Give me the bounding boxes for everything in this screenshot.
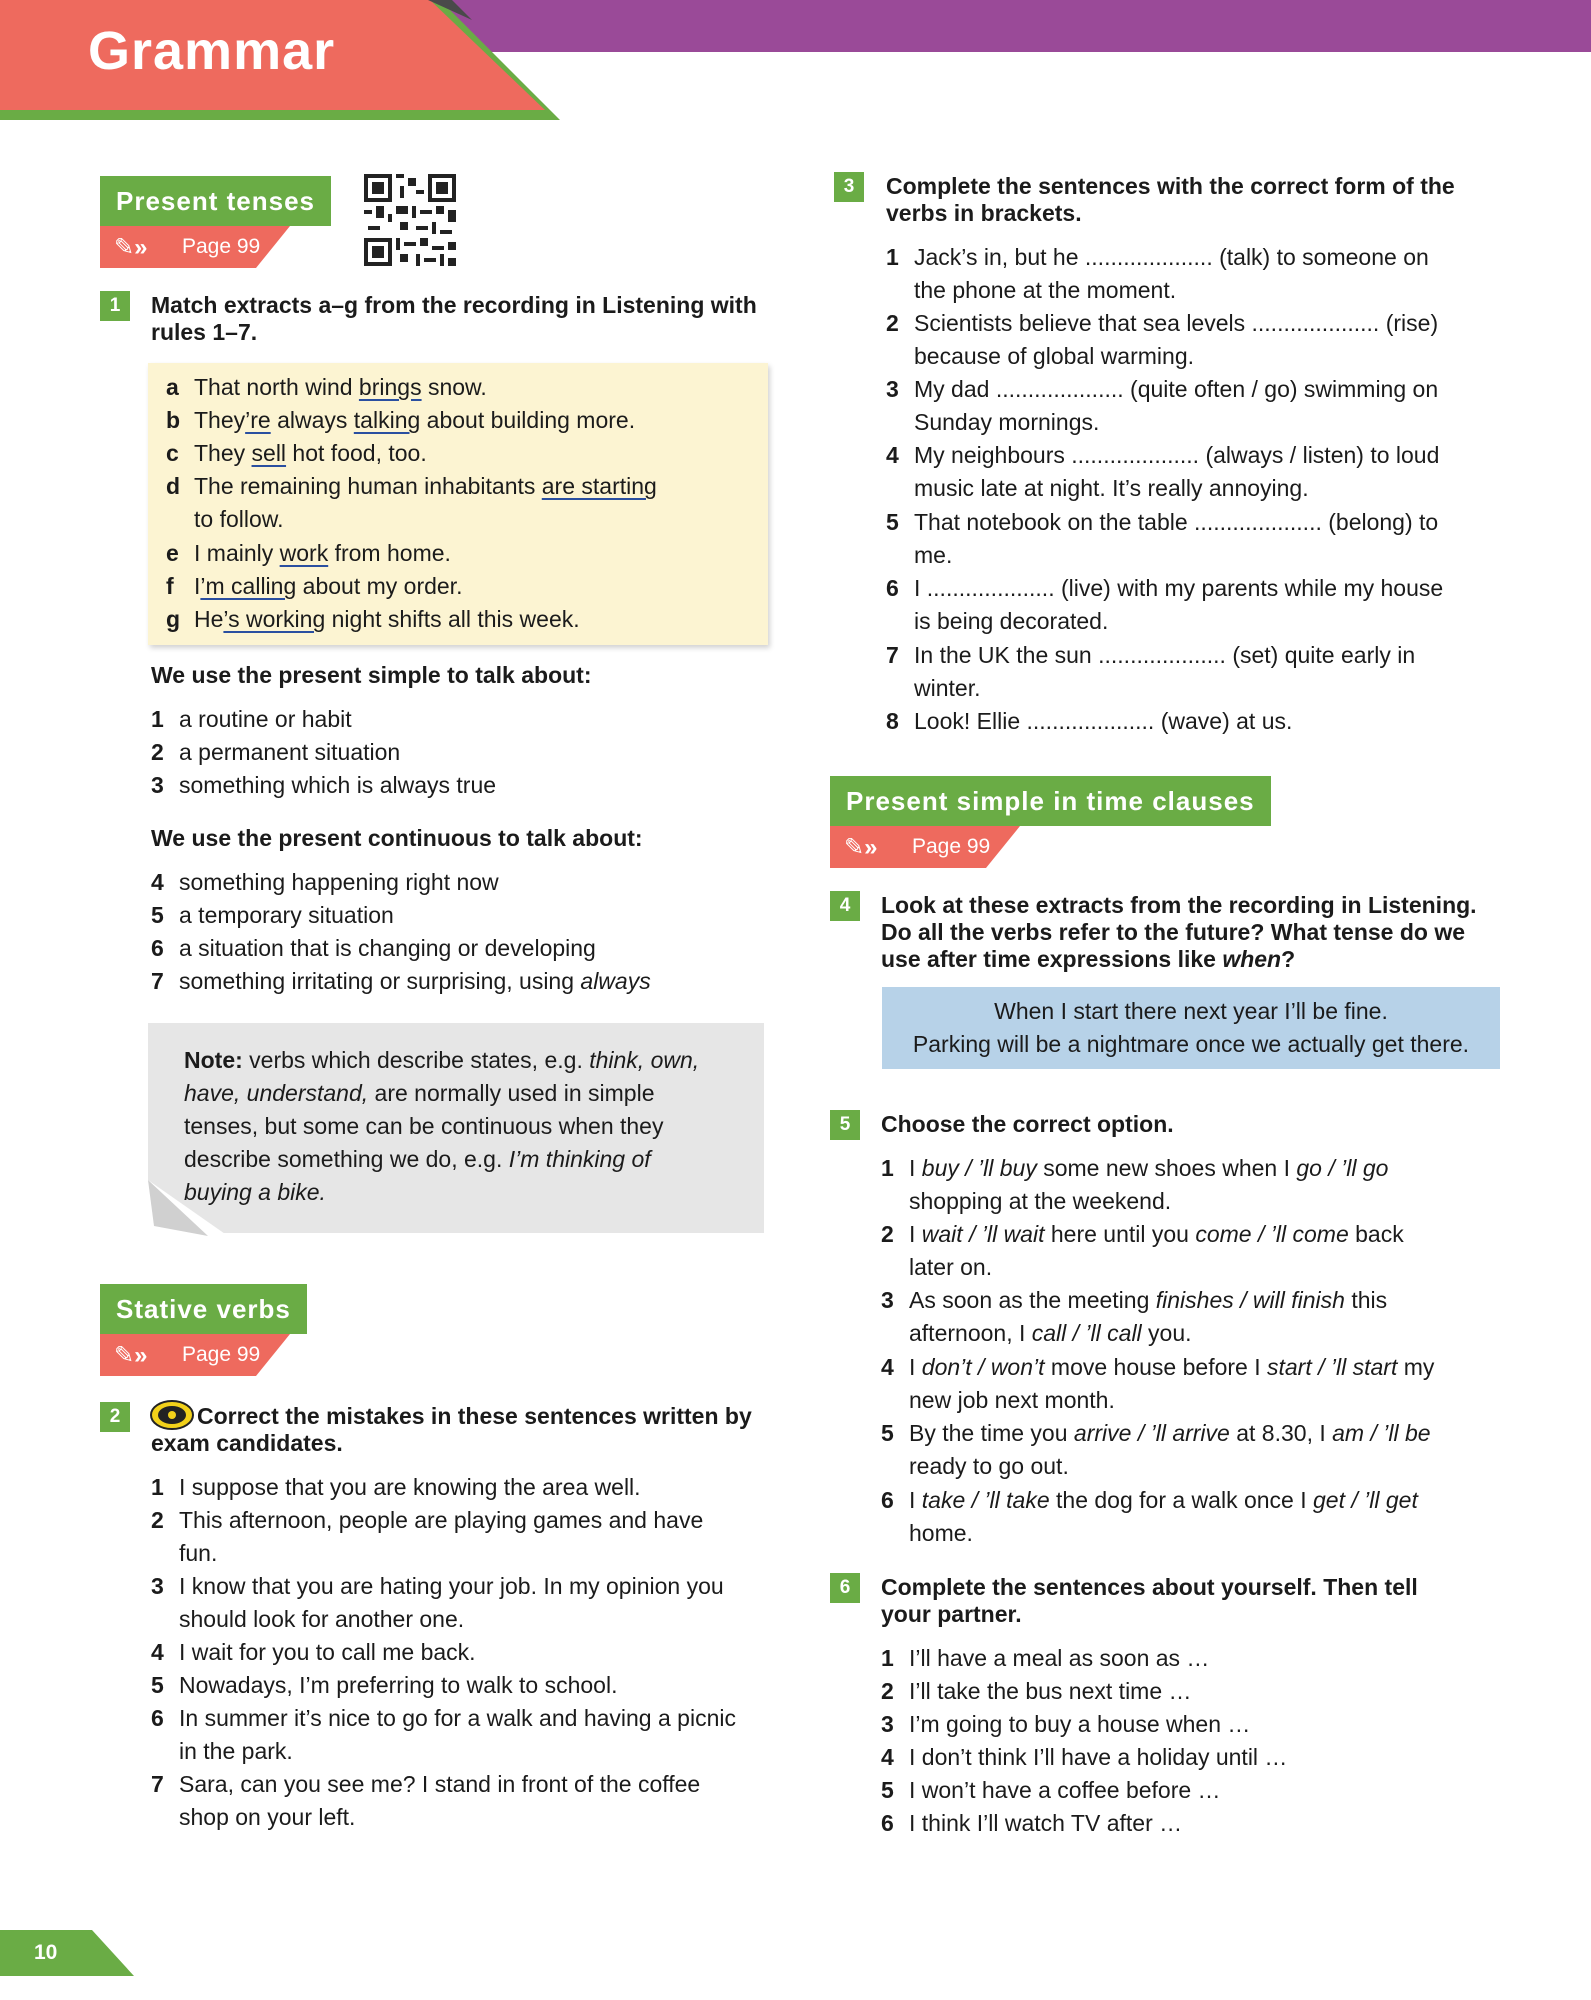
rule-item: 6 a situation that is changing or developing	[151, 935, 596, 961]
workbook-icon: ✎»	[114, 1342, 148, 1369]
extract-item: a That north wind brings snow.	[166, 374, 487, 400]
list-item-continued: should look for another one.	[179, 1606, 465, 1632]
page-number: 10	[34, 1941, 58, 1964]
exercise-5-instruction: Choose the correct option.	[881, 1111, 1174, 1137]
exercise-number-2: 2	[100, 1402, 130, 1432]
exercise-6-instruction: Complete the sentences about yourself. Then tell your partner.	[881, 1574, 1418, 1627]
rule-item: 4 something happening right now	[151, 869, 499, 895]
note-line: tenses, but some can be continuous when they	[184, 1113, 664, 1139]
extract-item: g He’s working night shifts all this week.	[166, 606, 580, 632]
rule-item: 5 a temporary situation	[151, 902, 394, 928]
exercise-number-5: 5	[830, 1110, 860, 1140]
exercise-4-instruction: Look at these extracts from the recording in Listening. Do all the verbs refer to the future? What tense do we use after time expressions like when?	[881, 892, 1477, 972]
list-item: 7 Sara, can you see me? I stand in front of the coffee	[151, 1771, 701, 1797]
list-item: 1 I’ll have a meal as soon as …	[881, 1645, 1210, 1671]
note-line: Note: verbs which describe states, e.g. think, own,	[184, 1047, 700, 1073]
present-continuous-heading: We use the present continuous to talk about:	[151, 825, 643, 851]
choice-item-continued: home.	[909, 1520, 973, 1546]
rule-item: 3 something which is always true	[151, 772, 497, 798]
list-item: 5 Nowadays, I’m preferring to walk to school.	[151, 1672, 618, 1698]
section-head-stative-verbs: Stative verbs	[100, 1284, 307, 1334]
extract-item: f I’m calling about my order.	[166, 573, 463, 599]
extract-item: c They sell hot food, too.	[166, 440, 427, 466]
qr-code-icon[interactable]	[364, 174, 456, 266]
extract-item: b They’re always talking about building more.	[166, 407, 636, 433]
gapfill-item-continued: the phone at the moment.	[914, 277, 1177, 303]
choice-item-continued: later on.	[909, 1254, 993, 1280]
choice-item: 5 By the time you arrive / ’ll arrive at 8.30, I am / ’ll be	[881, 1420, 1431, 1446]
choice-item: 3 As soon as the meeting finishes / will finish this	[881, 1287, 1388, 1313]
gapfill-item-continued: winter.	[914, 675, 981, 701]
gapfill-item: 4 My neighbours .................... (always / listen) to loud	[886, 442, 1440, 468]
choice-item: 1 I buy / ’ll buy some new shoes when I go / ’ll go	[881, 1155, 1389, 1181]
gapfill-item-continued: is being decorated.	[914, 608, 1109, 634]
choice-item-continued: afternoon, I call / ’ll call you.	[909, 1320, 1192, 1346]
list-item-continued: fun.	[179, 1540, 218, 1566]
section-head-present-tenses: Present tenses	[100, 176, 331, 226]
workbook-icon: ✎»	[844, 834, 878, 861]
gapfill-item: 2 Scientists believe that sea levels .................... (rise)	[886, 310, 1439, 336]
rule-item: 1 a routine or habit	[151, 706, 352, 732]
gapfill-item-continued: because of global warming.	[914, 343, 1194, 369]
exercise-1-instruction: Match extracts a–g from the recording in Listening with rules 1–7.	[151, 292, 757, 345]
rule-item: 7 something irritating or surprising, using always	[151, 968, 651, 994]
gapfill-item-continued: music late at night. It’s really annoying.	[914, 475, 1309, 501]
workbook-icon: ✎»	[114, 234, 148, 261]
gapfill-item-continued: me.	[914, 542, 953, 568]
example-line-2: Parking will be a nightmare once we actually get there.	[912, 1031, 1470, 1057]
gapfill-item: 6 I .................... (live) with my parents while my house	[886, 575, 1444, 601]
choice-item: 4 I don’t / won’t move house before I start / ’ll start my	[881, 1354, 1435, 1380]
extract-item-continued: to follow.	[194, 506, 284, 532]
gapfill-item: 7 In the UK the sun .................... (set) quite early in	[886, 642, 1416, 668]
list-item: 6 I think I’ll watch TV after …	[881, 1810, 1183, 1836]
exercise-3-instruction: Complete the sentences with the correct form of the verbs in brackets.	[886, 173, 1455, 226]
exercise-2-instruction: Correct the mistakes in these sentences written by exam candidates.	[151, 1403, 752, 1456]
page-ref-present-tenses[interactable]: ✎» Page 99	[100, 226, 290, 268]
list-item: 3 I know that you are hating your job. In my opinion you	[151, 1573, 724, 1599]
note-line: describe something we do, e.g. I’m thinking of	[184, 1146, 651, 1172]
list-item: 1 I suppose that you are knowing the area well.	[151, 1474, 641, 1500]
gapfill-item: 8 Look! Ellie .................... (wave) at us.	[886, 708, 1293, 734]
note-line: buying a bike.	[184, 1179, 326, 1205]
list-item: 6 In summer it’s nice to go for a walk and having a picnic	[151, 1705, 736, 1731]
choice-item-continued: new job next month.	[909, 1387, 1115, 1413]
list-item: 4 I wait for you to call me back.	[151, 1639, 476, 1665]
choice-item-continued: ready to go out.	[909, 1453, 1069, 1479]
example-line-1: When I start there next year I’ll be fine.	[994, 998, 1388, 1024]
list-item: 3 I’m going to buy a house when …	[881, 1711, 1251, 1737]
rule-item: 2 a permanent situation	[151, 739, 401, 765]
extract-item: e I mainly work from home.	[166, 540, 451, 566]
page-number-tab	[0, 1930, 140, 1976]
gapfill-item: 5 That notebook on the table .................... (belong) to	[886, 509, 1439, 535]
list-item: 2 I’ll take the bus next time …	[881, 1678, 1192, 1704]
exercise-number-6: 6	[830, 1573, 860, 1603]
section-head-time-clauses: Present simple in time clauses	[830, 776, 1271, 826]
page-title: Grammar	[88, 21, 336, 81]
list-item: 5 I won’t have a coffee before …	[881, 1777, 1221, 1803]
list-item-continued: shop on your left.	[179, 1804, 356, 1830]
exercise-number-3: 3	[834, 172, 864, 202]
present-simple-heading: We use the present simple to talk about:	[151, 662, 592, 688]
gapfill-item: 3 My dad .................... (quite often / go) swimming on	[886, 376, 1439, 402]
list-item: 4 I don’t think I’ll have a holiday until …	[881, 1744, 1288, 1770]
gapfill-item: 1 Jack’s in, but he .................... (talk) to someone on	[886, 244, 1429, 270]
exercise-number-4: 4	[830, 891, 860, 921]
choice-item: 2 I wait / ’ll wait here until you come / ’ll come back	[881, 1221, 1404, 1247]
page-ref-stative-verbs[interactable]: ✎» Page 99	[100, 1334, 290, 1376]
exercise-number-1: 1	[100, 291, 130, 321]
choice-item-continued: shopping at the weekend.	[909, 1188, 1172, 1214]
list-item-continued: in the park.	[179, 1738, 293, 1764]
extract-item: d The remaining human inhabitants are starting	[166, 473, 657, 499]
page-ref-time-clauses[interactable]: ✎» Page 99	[830, 826, 1020, 868]
gapfill-item-continued: Sunday mornings.	[914, 409, 1100, 435]
note-line: have, understand, are normally used in simple	[184, 1080, 655, 1106]
choice-item: 6 I take / ’ll take the dog for a walk once I get / ’ll get	[881, 1487, 1418, 1513]
list-item: 2 This afternoon, people are playing games and have	[151, 1507, 704, 1533]
